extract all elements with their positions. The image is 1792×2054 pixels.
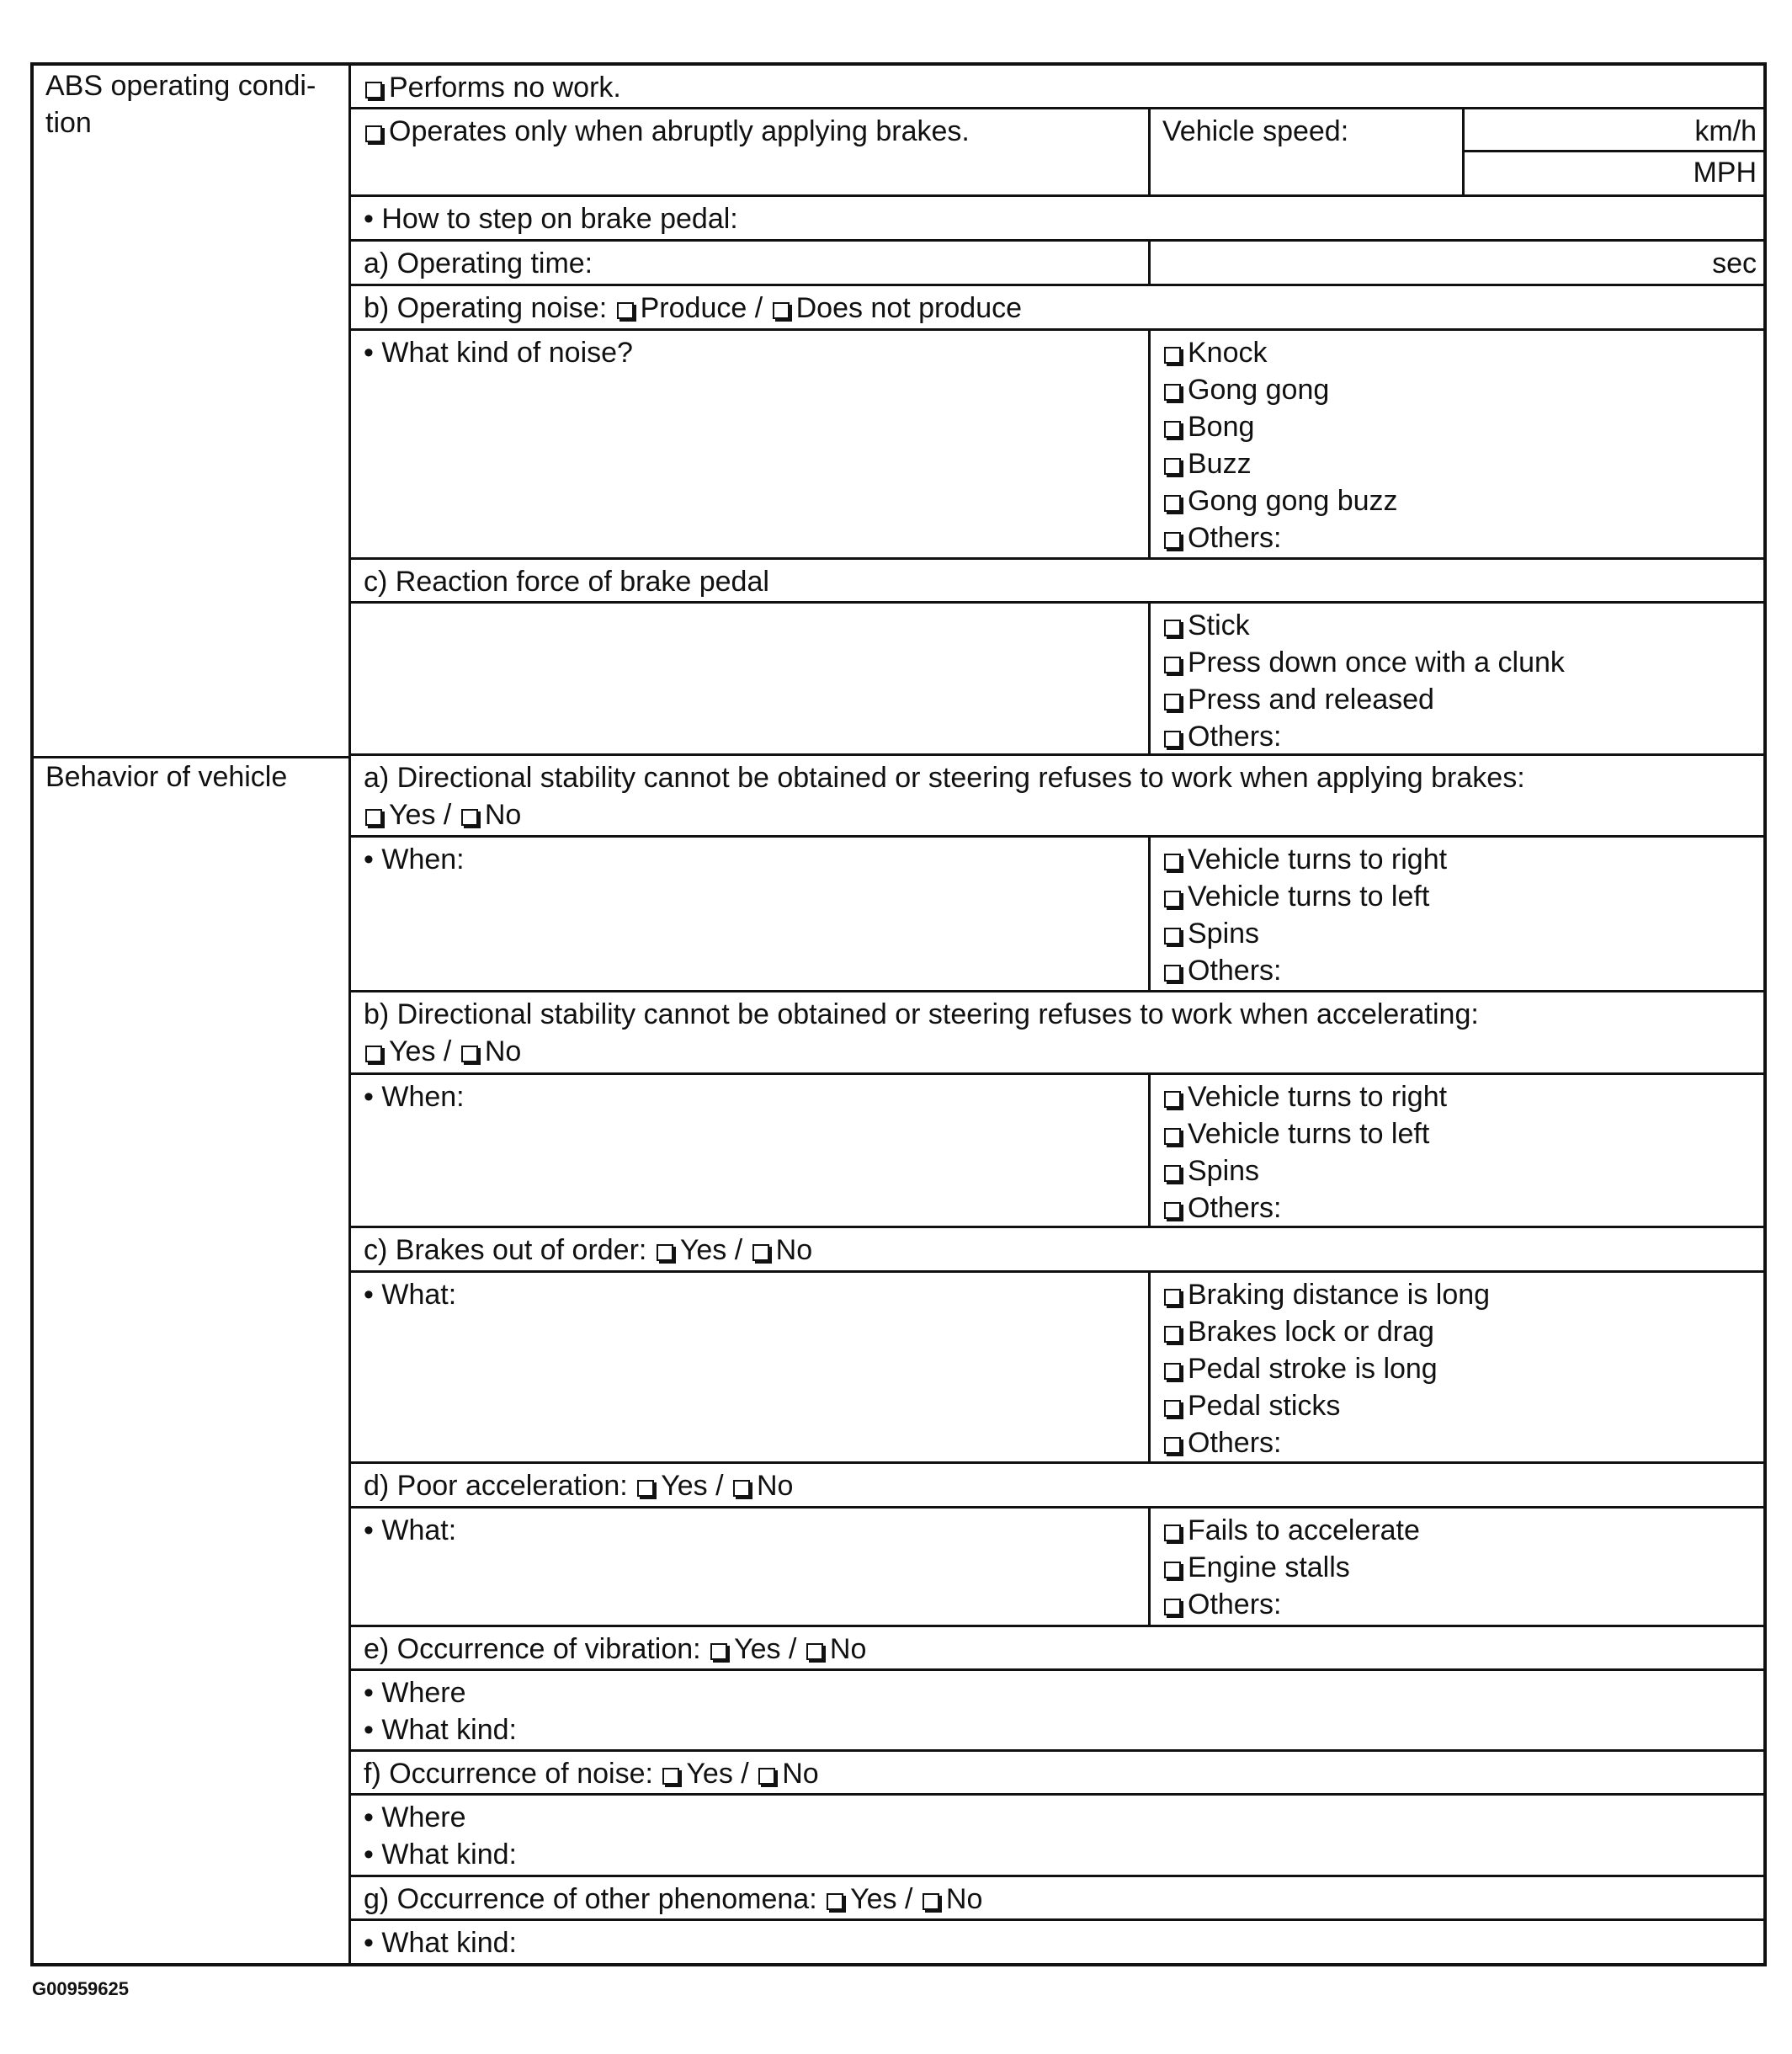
speed-row-divider — [1462, 150, 1763, 152]
checkbox-icon[interactable] — [1164, 1165, 1181, 1182]
checkbox-icon[interactable] — [662, 1768, 679, 1785]
brake-option-label: Pedal stroke is long — [1188, 1353, 1438, 1385]
noise-option-label: Gong gong — [1188, 374, 1330, 406]
turn-option[interactable] — [1162, 841, 1763, 878]
brake-option-label: Braking distance is long — [1188, 1279, 1491, 1311]
behavior-g-label: g) Occurrence of other phenomena: — [364, 1883, 817, 1915]
behavior-b-question: b) Directional stability cannot be obtained or steering refuses to work when accelerating: — [364, 998, 1479, 1030]
checkbox-icon[interactable] — [1164, 1326, 1181, 1343]
produce-label: Produce / — [640, 292, 763, 324]
row-what-d — [350, 1509, 1763, 1627]
what-kind-label: • What kind: — [364, 1838, 517, 1870]
checkbox-icon[interactable] — [1164, 421, 1181, 438]
operates-abruptly-label: Operates only when abruptly applying brakes. — [389, 115, 970, 147]
row-reaction-options — [350, 604, 1763, 756]
checkbox-icon[interactable] — [806, 1643, 823, 1660]
checkbox-icon[interactable] — [1164, 384, 1181, 401]
row-operating-noise — [350, 286, 1763, 331]
row-when-a — [350, 838, 1763, 992]
row-behavior-e — [350, 1627, 1763, 1671]
yes-label: Yes / — [686, 1758, 749, 1790]
reaction-option[interactable] — [1162, 607, 1763, 644]
does-not-produce-label: Does not produce — [795, 292, 1023, 324]
behavior-a-question: a) Directional stability cannot be obtained or steering refuses to work when applying brakes: — [364, 762, 1525, 794]
brake-option[interactable] — [1162, 1387, 1763, 1424]
noise-option[interactable] — [1162, 408, 1763, 445]
checkbox-icon[interactable] — [1164, 657, 1181, 673]
checkbox-icon[interactable] — [657, 1244, 673, 1261]
yes-label: Yes / — [679, 1234, 743, 1266]
behavior-d-label: d) Poor acceleration: — [364, 1470, 628, 1502]
brake-option[interactable] — [1162, 1350, 1763, 1387]
noise-option[interactable] — [1162, 519, 1763, 556]
checkbox-icon[interactable] — [1164, 458, 1181, 475]
behavior-e-label: e) Occurrence of vibration: — [364, 1633, 701, 1665]
accel-option[interactable] — [1162, 1586, 1763, 1623]
checkbox-icon[interactable] — [1164, 1525, 1181, 1541]
noise-options — [1151, 331, 1763, 556]
turn-options — [1151, 1075, 1763, 1227]
behavior-f-label: f) Occurrence of noise: — [364, 1758, 653, 1790]
checkbox-icon[interactable] — [461, 1046, 478, 1062]
row-behavior-d — [350, 1464, 1763, 1509]
what-kind-label: • What kind: — [364, 1714, 517, 1746]
checkbox-icon[interactable] — [1164, 891, 1181, 907]
brake-option-label: Brakes lock or drag — [1188, 1316, 1434, 1348]
checkbox-icon[interactable] — [1164, 1091, 1181, 1108]
abs-section-label: ABS operating condi- tion — [45, 70, 316, 139]
row-what-c — [350, 1273, 1763, 1464]
checkbox-icon[interactable] — [733, 1480, 750, 1497]
checkbox-icon[interactable] — [637, 1480, 654, 1497]
accel-option-label: Engine stalls — [1188, 1551, 1350, 1583]
turn-option[interactable] — [1162, 1189, 1763, 1227]
reaction-force-label: c) Reaction force of brake pedal — [364, 566, 769, 598]
reaction-option-label: Stick — [1188, 609, 1250, 641]
checkbox-icon[interactable] — [617, 302, 634, 319]
checkbox-icon[interactable] — [758, 1768, 775, 1785]
where-label: • Where — [364, 1801, 466, 1833]
reaction-option[interactable] — [1162, 718, 1763, 755]
turn-option-label: Spins — [1188, 918, 1260, 950]
no-label: No — [775, 1234, 813, 1266]
no-label: No — [782, 1758, 819, 1790]
checkbox-icon[interactable] — [1164, 731, 1181, 748]
row-where-f — [350, 1796, 1763, 1877]
behavior-c-label: c) Brakes out of order: — [364, 1234, 647, 1266]
what-kind-label: • What kind: — [364, 1927, 517, 1959]
checkbox-icon[interactable] — [1164, 532, 1181, 549]
when-label: • When: — [364, 843, 465, 875]
brake-options — [1151, 1273, 1763, 1461]
turn-option[interactable] — [1162, 952, 1763, 989]
reaction-option[interactable] — [1162, 681, 1763, 718]
no-label: No — [757, 1470, 794, 1502]
accel-option-label: Others: — [1188, 1588, 1282, 1620]
turn-option-label: Others: — [1188, 1192, 1282, 1224]
what-label: • What: — [364, 1514, 457, 1546]
row-behavior-g — [350, 1877, 1763, 1921]
checkbox-icon[interactable] — [1164, 495, 1181, 512]
reaction-option-label: Others: — [1188, 721, 1282, 753]
noise-option[interactable] — [1162, 334, 1763, 371]
row-operates-abruptly — [350, 109, 1763, 197]
no-label: No — [484, 1035, 522, 1067]
turn-option[interactable] — [1162, 915, 1763, 952]
turn-option-label: Vehicle turns to right — [1188, 1081, 1448, 1113]
row-operating-time — [350, 242, 1763, 286]
checkbox-icon[interactable] — [1164, 347, 1181, 364]
reaction-option-label: Press down once with a clunk — [1188, 647, 1565, 678]
where-label: • Where — [364, 1677, 466, 1709]
diagnosis-form — [30, 62, 1767, 1966]
checkbox-icon[interactable] — [1164, 1363, 1181, 1380]
turn-option-label: Vehicle turns to left — [1188, 1118, 1430, 1150]
unit-sec: sec — [1712, 247, 1757, 279]
checkbox-icon[interactable] — [1164, 1437, 1181, 1454]
noise-option-label: Buzz — [1188, 448, 1252, 480]
checkbox-icon[interactable] — [461, 809, 478, 826]
what-label: • What: — [364, 1279, 457, 1311]
brake-option[interactable] — [1162, 1313, 1763, 1350]
operating-noise-label: b) Operating noise: — [364, 292, 608, 324]
reaction-option-label: Press and released — [1188, 684, 1434, 716]
checkbox-icon[interactable] — [1164, 620, 1181, 636]
yes-label: Yes / — [389, 799, 452, 831]
no-label: No — [829, 1633, 867, 1665]
noise-option[interactable] — [1162, 445, 1763, 482]
accel-options — [1151, 1509, 1763, 1623]
row-behavior-f — [350, 1752, 1763, 1796]
noise-option[interactable] — [1162, 482, 1763, 519]
brake-option[interactable] — [1162, 1424, 1763, 1461]
yes-label: Yes / — [661, 1470, 724, 1502]
accel-option[interactable] — [1162, 1549, 1763, 1586]
yes-label: Yes / — [389, 1035, 452, 1067]
row-where-e — [350, 1671, 1763, 1752]
checkbox-icon[interactable] — [923, 1893, 939, 1910]
no-label: No — [945, 1883, 983, 1915]
row-what-kind-g — [350, 1921, 1763, 1963]
noise-option-label: Bong — [1188, 411, 1255, 443]
brake-option-label: Pedal sticks — [1188, 1390, 1341, 1422]
turn-option-label: Vehicle turns to left — [1188, 881, 1430, 913]
checkbox-icon[interactable] — [710, 1643, 727, 1660]
noise-option[interactable] — [1162, 371, 1763, 408]
checkbox-icon[interactable] — [752, 1244, 769, 1261]
turn-option[interactable] — [1162, 1078, 1763, 1115]
turn-option-label: Others: — [1188, 955, 1282, 987]
checkbox-icon[interactable] — [1164, 965, 1181, 982]
checkbox-icon[interactable] — [1164, 1289, 1181, 1306]
checkbox-icon[interactable] — [1164, 694, 1181, 710]
when-label: • When: — [364, 1081, 465, 1113]
yes-label: Yes / — [734, 1633, 797, 1665]
checkbox-icon[interactable] — [773, 302, 790, 319]
row-behavior-c — [350, 1228, 1763, 1273]
reaction-option[interactable] — [1162, 644, 1763, 681]
behavior-section-label: Behavior of vehicle — [45, 761, 288, 793]
brake-option[interactable] — [1162, 1276, 1763, 1313]
figure-code: G00959625 — [32, 1978, 129, 1999]
reaction-options — [1151, 604, 1763, 755]
operating-time-label: a) Operating time: — [364, 247, 593, 279]
turn-options — [1151, 838, 1763, 989]
performs-no-work-label: Performs no work. — [389, 72, 621, 104]
checkbox-icon[interactable] — [1164, 1128, 1181, 1145]
unit-mph: MPH — [1693, 157, 1757, 189]
turn-option-label: Vehicle turns to right — [1188, 843, 1448, 875]
turn-option[interactable] — [1162, 1152, 1763, 1189]
checkbox-icon[interactable] — [1164, 1400, 1181, 1417]
checkbox-icon[interactable] — [1164, 1202, 1181, 1219]
row-noise-kind — [350, 331, 1763, 560]
noise-kind-label: • What kind of noise? — [364, 337, 633, 369]
how-to-step-label: • How to step on brake pedal: — [364, 203, 738, 235]
vehicle-speed-label: Vehicle speed: — [1162, 115, 1349, 147]
row-when-b — [350, 1075, 1763, 1228]
turn-option[interactable] — [1162, 878, 1763, 915]
checkbox-icon[interactable] — [1164, 854, 1181, 870]
noise-option-label: Gong gong buzz — [1188, 485, 1398, 517]
vehicle-speed-cell — [1148, 109, 1763, 194]
checkbox-icon[interactable] — [365, 125, 382, 142]
row-performs-no-work — [350, 66, 1763, 109]
accel-option[interactable] — [1162, 1512, 1763, 1549]
noise-option-label: Others: — [1188, 522, 1282, 554]
checkbox-icon[interactable] — [827, 1893, 843, 1910]
row-behavior-b — [350, 992, 1763, 1075]
checkbox-icon[interactable] — [1164, 928, 1181, 945]
row-reaction-force — [350, 560, 1763, 604]
accel-option-label: Fails to accelerate — [1188, 1514, 1420, 1546]
yes-label: Yes / — [850, 1883, 913, 1915]
checkbox-icon[interactable] — [365, 1046, 382, 1062]
no-label: No — [484, 799, 522, 831]
row-behavior-a — [350, 756, 1763, 838]
brake-option-label: Others: — [1188, 1427, 1282, 1459]
turn-option-label: Spins — [1188, 1155, 1260, 1187]
noise-option-label: Knock — [1188, 337, 1268, 369]
unit-kmh: km/h — [1694, 115, 1757, 147]
row-how-to-step — [350, 197, 1763, 242]
checkbox-icon[interactable] — [1164, 1562, 1181, 1578]
turn-option[interactable] — [1162, 1115, 1763, 1152]
checkbox-icon[interactable] — [365, 809, 382, 826]
checkbox-icon[interactable] — [365, 82, 382, 98]
checkbox-icon[interactable] — [1164, 1599, 1181, 1615]
